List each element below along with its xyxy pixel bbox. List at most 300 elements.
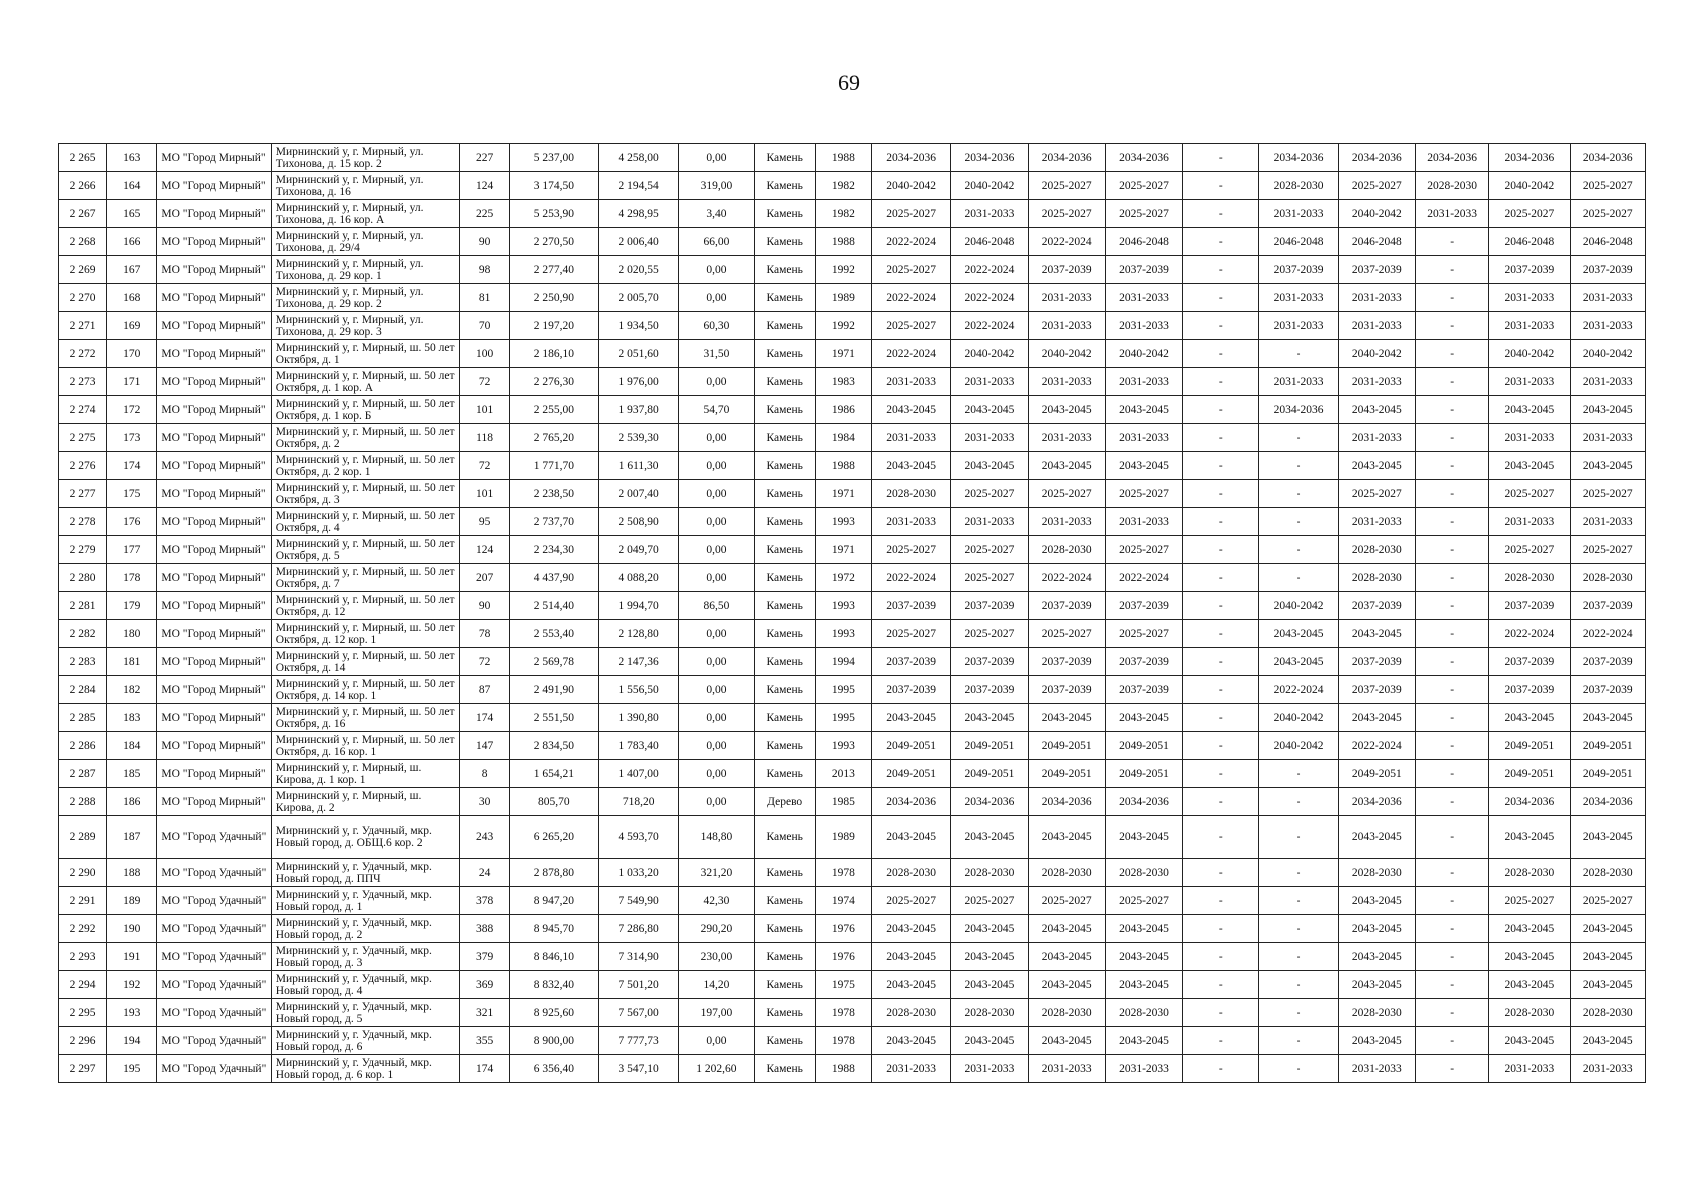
cell-period-facade: 2031-2033 [951, 424, 1028, 452]
cell-address: Мирнинский у, г. Удачный, мкр. Новый город, д. ОБЩ.6 кор. 2 [271, 816, 460, 859]
cell-period-electric: 2031-2033 [1259, 284, 1338, 312]
cell-period-gas: - [1183, 1027, 1259, 1055]
cell-living-area: 2 508,90 [598, 508, 678, 536]
cell-period-electric: 2028-2030 [1259, 172, 1338, 200]
cell-total-area: 3 174,50 [509, 172, 598, 200]
cell-row-number: 2 294 [59, 971, 107, 999]
cell-period-gas: - [1183, 788, 1259, 816]
cell-build-year: 1982 [815, 200, 871, 228]
cell-nonresidential-area: 0,00 [679, 424, 754, 452]
cell-municipality: МО "Город Мирный" [157, 368, 271, 396]
cell-period-heating: 2031-2033 [1105, 508, 1182, 536]
cell-row-number: 2 265 [59, 144, 107, 172]
table-row [59, 1027, 1646, 1055]
cell-list-number: 182 [107, 676, 157, 704]
cell-period-elevator: 2031-2033 [1570, 508, 1645, 536]
cell-period-roof: 2025-2027 [871, 620, 950, 648]
cell-living-area: 4 088,20 [598, 564, 678, 592]
cell-row-number: 2 270 [59, 284, 107, 312]
cell-nonresidential-area: 66,00 [679, 228, 754, 256]
cell-period-facade: 2037-2039 [951, 592, 1028, 620]
cell-wall-material: Камень [754, 144, 815, 172]
cell-wall-material: Камень [754, 312, 815, 340]
table-row [59, 536, 1646, 564]
cell-period-heating: 2025-2027 [1105, 172, 1182, 200]
cell-address: Мирнинский у, г. Мирный, ул. Тихонова, д. 16 кор. А [271, 200, 460, 228]
cell-period-facade: 2043-2045 [951, 816, 1028, 859]
cell-period-facade: 2025-2027 [951, 564, 1028, 592]
cell-municipality: МО "Город Мирный" [157, 200, 271, 228]
cell-period-heating: 2049-2051 [1105, 760, 1182, 788]
cell-period-gas: - [1183, 340, 1259, 368]
cell-period-hot-water: - [1415, 704, 1488, 732]
cell-period-elevator: 2043-2045 [1570, 943, 1645, 971]
cell-living-area: 2 539,30 [598, 424, 678, 452]
cell-total-area: 2 553,40 [509, 620, 598, 648]
cell-period-hot-water: - [1415, 915, 1488, 943]
cell-period-facade: 2028-2030 [951, 999, 1028, 1027]
cell-period-gas: - [1183, 508, 1259, 536]
cell-period-sewer: 2034-2036 [1489, 144, 1570, 172]
cell-residents: 72 [460, 452, 509, 480]
cell-wall-material: Камень [754, 340, 815, 368]
cell-period-roof: 2022-2024 [871, 340, 950, 368]
cell-row-number: 2 296 [59, 1027, 107, 1055]
cell-wall-material: Камень [754, 704, 815, 732]
cell-address: Мирнинский у, г. Мирный, ул. Тихонова, д. 29/4 [271, 228, 460, 256]
cell-period-gas: - [1183, 760, 1259, 788]
cell-period-elevator: 2031-2033 [1570, 1055, 1645, 1083]
cell-period-gas: - [1183, 592, 1259, 620]
cell-period-sewer: 2037-2039 [1489, 256, 1570, 284]
cell-period-cold-water: 2046-2048 [1338, 228, 1415, 256]
cell-row-number: 2 284 [59, 676, 107, 704]
cell-period-facade: 2025-2027 [951, 536, 1028, 564]
cell-nonresidential-area: 148,80 [679, 816, 754, 859]
cell-build-year: 1992 [815, 256, 871, 284]
cell-living-area: 7 314,90 [598, 943, 678, 971]
cell-living-area: 4 258,00 [598, 144, 678, 172]
cell-living-area: 7 567,00 [598, 999, 678, 1027]
cell-wall-material: Камень [754, 999, 815, 1027]
table-row [59, 592, 1646, 620]
cell-wall-material: Дерево [754, 788, 815, 816]
cell-total-area: 6 356,40 [509, 1055, 598, 1083]
cell-period-gas: - [1183, 200, 1259, 228]
cell-wall-material: Камень [754, 256, 815, 284]
cell-period-sewer: 2043-2045 [1489, 452, 1570, 480]
cell-list-number: 188 [107, 859, 157, 887]
cell-period-foundation: 2025-2027 [1028, 172, 1105, 200]
cell-period-elevator: 2022-2024 [1570, 620, 1645, 648]
cell-municipality: МО "Город Мирный" [157, 256, 271, 284]
cell-period-gas: - [1183, 943, 1259, 971]
cell-address: Мирнинский у, г. Мирный, ш. 50 лет Октября, д. 4 [271, 508, 460, 536]
cell-period-hot-water: - [1415, 228, 1488, 256]
cell-living-area: 2 020,55 [598, 256, 678, 284]
cell-period-elevator: 2034-2036 [1570, 144, 1645, 172]
cell-municipality: МО "Город Мирный" [157, 592, 271, 620]
cell-residents: 243 [460, 816, 509, 859]
cell-period-electric: 2040-2042 [1259, 704, 1338, 732]
cell-period-hot-water: - [1415, 1055, 1488, 1083]
cell-address: Мирнинский у, г. Мирный, ул. Тихонова, д. 29 кор. 2 [271, 284, 460, 312]
cell-total-area: 8 945,70 [509, 915, 598, 943]
table-row [59, 676, 1646, 704]
cell-build-year: 1988 [815, 1055, 871, 1083]
cell-residents: 101 [460, 396, 509, 424]
cell-address: Мирнинский у, г. Мирный, ш. 50 лет Октября, д. 14 [271, 648, 460, 676]
cell-period-sewer: 2031-2033 [1489, 284, 1570, 312]
cell-period-elevator: 2049-2051 [1570, 760, 1645, 788]
cell-wall-material: Камень [754, 859, 815, 887]
cell-list-number: 172 [107, 396, 157, 424]
cell-period-heating: 2031-2033 [1105, 424, 1182, 452]
cell-period-cold-water: 2043-2045 [1338, 971, 1415, 999]
cell-period-cold-water: 2037-2039 [1338, 256, 1415, 284]
cell-period-sewer: 2025-2027 [1489, 536, 1570, 564]
cell-address: Мирнинский у, г. Мирный, ш. 50 лет Октября, д. 2 [271, 424, 460, 452]
cell-period-facade: 2043-2045 [951, 971, 1028, 999]
cell-period-roof: 2028-2030 [871, 480, 950, 508]
cell-residents: 378 [460, 887, 509, 915]
cell-wall-material: Камень [754, 887, 815, 915]
cell-period-sewer: 2028-2030 [1489, 999, 1570, 1027]
cell-address: Мирнинский у, г. Удачный, мкр. Новый город, д. ППЧ [271, 859, 460, 887]
cell-wall-material: Камень [754, 732, 815, 760]
table-row [59, 424, 1646, 452]
cell-period-heating: 2031-2033 [1105, 1055, 1182, 1083]
cell-row-number: 2 283 [59, 648, 107, 676]
cell-list-number: 168 [107, 284, 157, 312]
cell-residents: 72 [460, 648, 509, 676]
cell-period-cold-water: 2043-2045 [1338, 887, 1415, 915]
cell-period-roof: 2037-2039 [871, 592, 950, 620]
cell-period-cold-water: 2037-2039 [1338, 592, 1415, 620]
cell-living-area: 1 556,50 [598, 676, 678, 704]
cell-row-number: 2 290 [59, 859, 107, 887]
cell-period-gas: - [1183, 915, 1259, 943]
cell-period-heating: 2031-2033 [1105, 312, 1182, 340]
cell-nonresidential-area: 0,00 [679, 1027, 754, 1055]
cell-period-facade: 2043-2045 [951, 943, 1028, 971]
cell-period-elevator: 2028-2030 [1570, 564, 1645, 592]
cell-residents: 90 [460, 228, 509, 256]
table-row [59, 648, 1646, 676]
table-row [59, 452, 1646, 480]
cell-list-number: 166 [107, 228, 157, 256]
cell-period-foundation: 2031-2033 [1028, 368, 1105, 396]
cell-period-elevator: 2034-2036 [1570, 788, 1645, 816]
cell-period-foundation: 2043-2045 [1028, 943, 1105, 971]
cell-build-year: 1978 [815, 859, 871, 887]
table-row [59, 943, 1646, 971]
cell-nonresidential-area: 230,00 [679, 943, 754, 971]
cell-period-heating: 2028-2030 [1105, 999, 1182, 1027]
cell-period-cold-water: 2037-2039 [1338, 648, 1415, 676]
cell-wall-material: Камень [754, 816, 815, 859]
cell-period-elevator: 2028-2030 [1570, 859, 1645, 887]
cell-municipality: МО "Город Мирный" [157, 760, 271, 788]
cell-municipality: МО "Город Удачный" [157, 915, 271, 943]
cell-period-gas: - [1183, 999, 1259, 1027]
cell-period-cold-water: 2043-2045 [1338, 1027, 1415, 1055]
cell-total-area: 2 276,30 [509, 368, 598, 396]
cell-period-heating: 2025-2027 [1105, 200, 1182, 228]
cell-period-foundation: 2031-2033 [1028, 284, 1105, 312]
cell-wall-material: Камень [754, 760, 815, 788]
cell-period-facade: 2022-2024 [951, 312, 1028, 340]
cell-living-area: 1 937,80 [598, 396, 678, 424]
cell-residents: 100 [460, 340, 509, 368]
cell-period-cold-water: 2031-2033 [1338, 424, 1415, 452]
cell-period-hot-water: - [1415, 368, 1488, 396]
cell-address: Мирнинский у, г. Мирный, ш. Кирова, д. 1 кор. 1 [271, 760, 460, 788]
cell-period-hot-water: 2031-2033 [1415, 200, 1488, 228]
table-row [59, 788, 1646, 816]
cell-total-area: 1 654,21 [509, 760, 598, 788]
cell-living-area: 2 128,80 [598, 620, 678, 648]
cell-period-roof: 2043-2045 [871, 452, 950, 480]
cell-period-elevator: 2049-2051 [1570, 732, 1645, 760]
cell-total-area: 1 771,70 [509, 452, 598, 480]
cell-nonresidential-area: 1 202,60 [679, 1055, 754, 1083]
cell-period-hot-water: - [1415, 620, 1488, 648]
cell-list-number: 195 [107, 1055, 157, 1083]
cell-build-year: 1986 [815, 396, 871, 424]
cell-residents: 388 [460, 915, 509, 943]
cell-build-year: 1993 [815, 620, 871, 648]
cell-nonresidential-area: 0,00 [679, 648, 754, 676]
table-body [59, 144, 1646, 1083]
cell-residents: 87 [460, 676, 509, 704]
cell-address: Мирнинский у, г. Мирный, ш. 50 лет Октября, д. 2 кор. 1 [271, 452, 460, 480]
cell-period-foundation: 2031-2033 [1028, 508, 1105, 536]
cell-municipality: МО "Город Мирный" [157, 564, 271, 592]
cell-build-year: 1978 [815, 999, 871, 1027]
cell-period-sewer: 2043-2045 [1489, 816, 1570, 859]
cell-residents: 90 [460, 592, 509, 620]
cell-period-gas: - [1183, 284, 1259, 312]
cell-address: Мирнинский у, г. Мирный, ш. 50 лет Октября, д. 7 [271, 564, 460, 592]
cell-build-year: 1988 [815, 452, 871, 480]
cell-build-year: 1994 [815, 648, 871, 676]
cell-period-facade: 2025-2027 [951, 620, 1028, 648]
cell-living-area: 1 407,00 [598, 760, 678, 788]
cell-period-heating: 2037-2039 [1105, 648, 1182, 676]
cell-period-elevator: 2043-2045 [1570, 704, 1645, 732]
cell-period-electric: - [1259, 760, 1338, 788]
cell-period-foundation: 2031-2033 [1028, 312, 1105, 340]
cell-period-hot-water: - [1415, 480, 1488, 508]
cell-period-electric: - [1259, 340, 1338, 368]
cell-period-facade: 2034-2036 [951, 788, 1028, 816]
cell-period-roof: 2031-2033 [871, 508, 950, 536]
cell-municipality: МО "Город Мирный" [157, 648, 271, 676]
cell-build-year: 1995 [815, 704, 871, 732]
cell-period-cold-water: 2043-2045 [1338, 943, 1415, 971]
cell-period-hot-water: - [1415, 256, 1488, 284]
cell-period-facade: 2031-2033 [951, 200, 1028, 228]
table-row [59, 144, 1646, 172]
cell-period-facade: 2043-2045 [951, 452, 1028, 480]
cell-address: Мирнинский у, г. Мирный, ш. 50 лет Октября, д. 1 [271, 340, 460, 368]
cell-period-foundation: 2043-2045 [1028, 816, 1105, 859]
cell-total-area: 5 237,00 [509, 144, 598, 172]
cell-period-foundation: 2040-2042 [1028, 340, 1105, 368]
cell-period-roof: 2022-2024 [871, 564, 950, 592]
cell-period-hot-water: - [1415, 999, 1488, 1027]
cell-address: Мирнинский у, г. Мирный, ш. 50 лет Октября, д. 5 [271, 536, 460, 564]
cell-row-number: 2 286 [59, 732, 107, 760]
cell-build-year: 1992 [815, 312, 871, 340]
cell-address: Мирнинский у, г. Мирный, ул. Тихонова, д. 29 кор. 3 [271, 312, 460, 340]
cell-period-cold-water: 2031-2033 [1338, 284, 1415, 312]
cell-period-gas: - [1183, 256, 1259, 284]
cell-period-elevator: 2043-2045 [1570, 1027, 1645, 1055]
cell-period-cold-water: 2028-2030 [1338, 536, 1415, 564]
cell-period-facade: 2031-2033 [951, 1055, 1028, 1083]
cell-row-number: 2 276 [59, 452, 107, 480]
cell-wall-material: Камень [754, 228, 815, 256]
table-row [59, 284, 1646, 312]
cell-period-electric: 2031-2033 [1259, 312, 1338, 340]
cell-municipality: МО "Город Мирный" [157, 424, 271, 452]
cell-period-sewer: 2040-2042 [1489, 340, 1570, 368]
table-row [59, 340, 1646, 368]
cell-period-heating: 2043-2045 [1105, 452, 1182, 480]
cell-period-roof: 2043-2045 [871, 1027, 950, 1055]
cell-period-heating: 2040-2042 [1105, 340, 1182, 368]
cell-period-hot-water: - [1415, 508, 1488, 536]
cell-living-area: 1 976,00 [598, 368, 678, 396]
cell-residents: 124 [460, 172, 509, 200]
table-row [59, 816, 1646, 859]
cell-municipality: МО "Город Мирный" [157, 452, 271, 480]
cell-period-elevator: 2043-2045 [1570, 915, 1645, 943]
cell-residents: 101 [460, 480, 509, 508]
cell-build-year: 1989 [815, 284, 871, 312]
cell-period-elevator: 2043-2045 [1570, 816, 1645, 859]
cell-period-facade: 2028-2030 [951, 859, 1028, 887]
cell-period-sewer: 2043-2045 [1489, 1027, 1570, 1055]
cell-row-number: 2 281 [59, 592, 107, 620]
cell-address: Мирнинский у, г. Удачный, мкр. Новый город, д. 5 [271, 999, 460, 1027]
cell-row-number: 2 274 [59, 396, 107, 424]
cell-list-number: 178 [107, 564, 157, 592]
cell-period-cold-water: 2049-2051 [1338, 760, 1415, 788]
cell-municipality: МО "Город Удачный" [157, 943, 271, 971]
cell-period-heating: 2028-2030 [1105, 859, 1182, 887]
cell-period-foundation: 2025-2027 [1028, 480, 1105, 508]
cell-list-number: 189 [107, 887, 157, 915]
cell-living-area: 2 005,70 [598, 284, 678, 312]
cell-period-roof: 2025-2027 [871, 312, 950, 340]
cell-nonresidential-area: 3,40 [679, 200, 754, 228]
cell-address: Мирнинский у, г. Мирный, ш. 50 лет Октября, д. 1 кор. Б [271, 396, 460, 424]
cell-period-cold-water: 2028-2030 [1338, 564, 1415, 592]
cell-row-number: 2 288 [59, 788, 107, 816]
cell-period-heating: 2037-2039 [1105, 256, 1182, 284]
cell-period-roof: 2028-2030 [871, 999, 950, 1027]
table-row [59, 760, 1646, 788]
cell-period-elevator: 2043-2045 [1570, 971, 1645, 999]
cell-wall-material: Камень [754, 172, 815, 200]
cell-list-number: 187 [107, 816, 157, 859]
cell-period-heating: 2043-2045 [1105, 943, 1182, 971]
cell-period-foundation: 2022-2024 [1028, 228, 1105, 256]
cell-period-heating: 2043-2045 [1105, 915, 1182, 943]
cell-period-heating: 2046-2048 [1105, 228, 1182, 256]
cell-row-number: 2 271 [59, 312, 107, 340]
cell-wall-material: Камень [754, 480, 815, 508]
cell-period-heating: 2049-2051 [1105, 732, 1182, 760]
cell-period-facade: 2043-2045 [951, 915, 1028, 943]
cell-period-gas: - [1183, 368, 1259, 396]
cell-municipality: МО "Город Мирный" [157, 396, 271, 424]
cell-period-sewer: 2037-2039 [1489, 648, 1570, 676]
cell-period-heating: 2037-2039 [1105, 676, 1182, 704]
cell-total-area: 2 238,50 [509, 480, 598, 508]
cell-period-roof: 2031-2033 [871, 1055, 950, 1083]
cell-living-area: 1 783,40 [598, 732, 678, 760]
cell-address: Мирнинский у, г. Мирный, ш. Кирова, д. 2 [271, 788, 460, 816]
cell-period-roof: 2037-2039 [871, 676, 950, 704]
cell-period-heating: 2031-2033 [1105, 284, 1182, 312]
cell-period-elevator: 2025-2027 [1570, 536, 1645, 564]
cell-period-gas: - [1183, 424, 1259, 452]
cell-build-year: 1976 [815, 915, 871, 943]
cell-period-sewer: 2031-2033 [1489, 1055, 1570, 1083]
cell-wall-material: Камень [754, 284, 815, 312]
cell-residents: 174 [460, 1055, 509, 1083]
cell-period-foundation: 2034-2036 [1028, 788, 1105, 816]
cell-list-number: 170 [107, 340, 157, 368]
cell-period-roof: 2049-2051 [871, 732, 950, 760]
cell-municipality: МО "Город Удачный" [157, 999, 271, 1027]
cell-wall-material: Камень [754, 971, 815, 999]
cell-row-number: 2 291 [59, 887, 107, 915]
cell-wall-material: Камень [754, 396, 815, 424]
cell-period-electric: 2040-2042 [1259, 592, 1338, 620]
cell-nonresidential-area: 0,00 [679, 368, 754, 396]
cell-list-number: 163 [107, 144, 157, 172]
cell-build-year: 1989 [815, 816, 871, 859]
cell-municipality: МО "Город Мирный" [157, 172, 271, 200]
cell-period-facade: 2043-2045 [951, 1027, 1028, 1055]
cell-period-electric: - [1259, 1027, 1338, 1055]
cell-living-area: 7 286,80 [598, 915, 678, 943]
cell-list-number: 192 [107, 971, 157, 999]
cell-period-electric: - [1259, 1055, 1338, 1083]
cell-municipality: МО "Город Мирный" [157, 340, 271, 368]
cell-period-foundation: 2049-2051 [1028, 760, 1105, 788]
cell-period-foundation: 2043-2045 [1028, 1027, 1105, 1055]
cell-living-area: 7 549,90 [598, 887, 678, 915]
cell-total-area: 2 250,90 [509, 284, 598, 312]
cell-residents: 98 [460, 256, 509, 284]
cell-residents: 70 [460, 312, 509, 340]
table-row [59, 312, 1646, 340]
cell-period-elevator: 2037-2039 [1570, 592, 1645, 620]
cell-period-foundation: 2025-2027 [1028, 887, 1105, 915]
cell-total-area: 2 737,70 [509, 508, 598, 536]
cell-period-electric: - [1259, 999, 1338, 1027]
cell-period-gas: - [1183, 144, 1259, 172]
cell-period-electric: - [1259, 424, 1338, 452]
cell-period-foundation: 2025-2027 [1028, 200, 1105, 228]
cell-build-year: 1974 [815, 887, 871, 915]
